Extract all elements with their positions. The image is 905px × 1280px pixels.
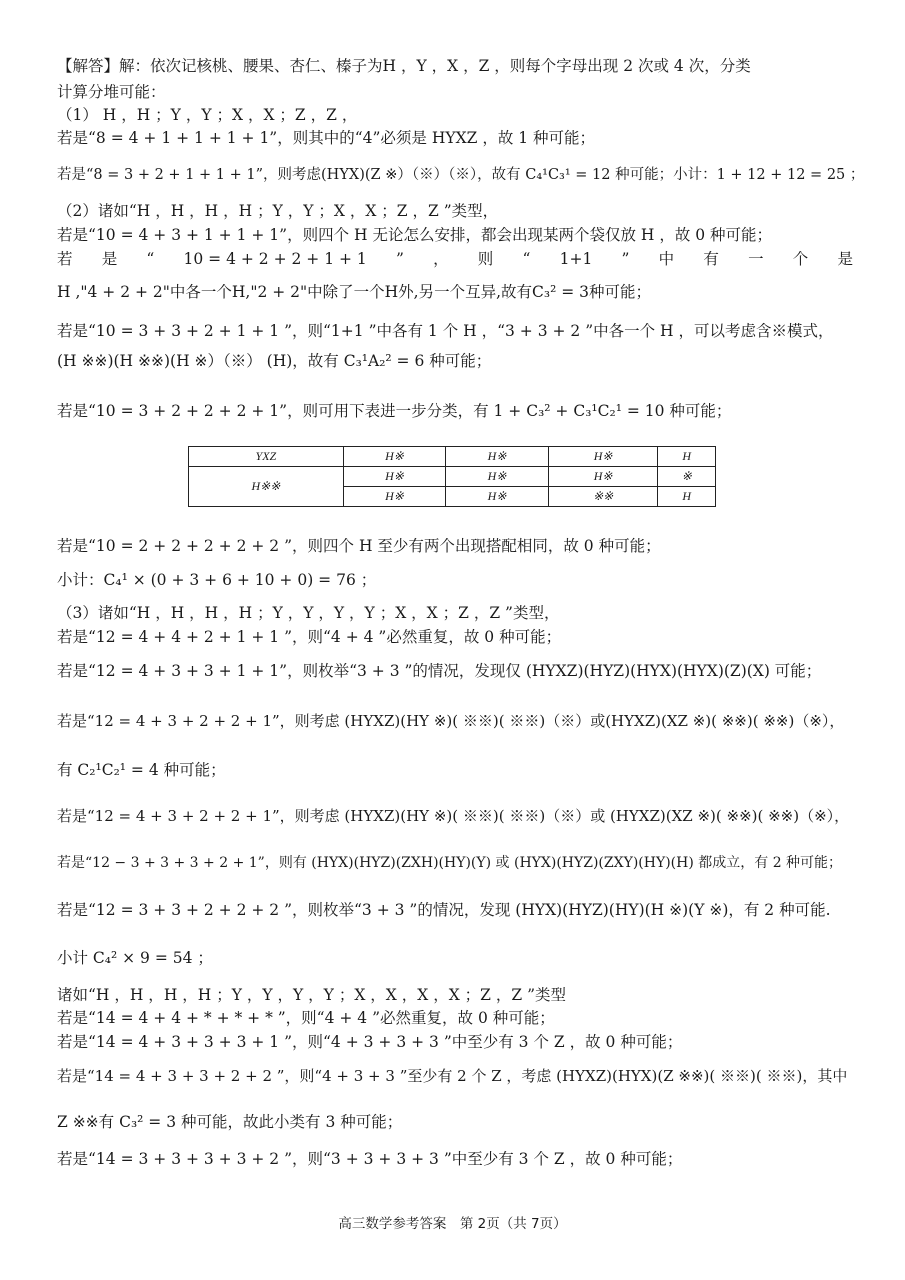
word: 是: [101, 250, 118, 268]
text-line: 若是“14 = 4 + 4 + * + * + * ”，则“4 + 4 ”必然重复，故 0 种可能；: [57, 1009, 555, 1027]
text-line: 若是“12 = 4 + 3 + 2 + 2 + 1”，则考虑 (HYXZ)(HY ※)( ※※)( ※※)（※）或 (HYXZ)(XZ ※)( ※※)( ※※)（※），: [57, 807, 850, 825]
table-cell: H: [658, 487, 716, 507]
word: 10 = 4 + 2 + 2 + 1 + 1: [183, 250, 367, 268]
text-line: (H ※※)(H ※※)(H ※）（※） (H)，故有 C₃¹A₂² = 6 种可能；: [57, 352, 492, 370]
text-line: 若是“12 = 4 + 3 + 2 + 2 + 1”，则考虑 (HYXZ)(HY ※)( ※※)( ※※)（※）或(HYXZ)(XZ ※)( ※※)( ※※)（※），: [57, 712, 845, 730]
word: 有: [703, 250, 719, 268]
table-row: [189, 447, 716, 467]
word: 中: [658, 250, 675, 268]
text-line: 若是“10 = 3 + 2 + 2 + 2 + 1”，则可用下表进一步分类，有 1 + C₃² + C₃¹C₂¹ = 10 种可能；: [57, 402, 732, 420]
table-row: [189, 467, 716, 487]
page-footer: 高三数学参考答案 第 2页（共 7页）: [338, 1216, 567, 1232]
word: ”: [621, 250, 630, 268]
table-cell: ※※: [548, 487, 658, 507]
word: ”: [395, 250, 404, 268]
table-cell: H※: [548, 447, 658, 467]
text-line: 若是“10 = 2 + 2 + 2 + 2 + 2 ”，则四个 H 至少有两个出现搭配相同，故 0 种可能；: [57, 537, 661, 555]
word: 则: [477, 250, 494, 268]
text-line: 若是“10 = 3 + 3 + 2 + 1 + 1 ”，则“1+1 ”中各有 1 个 H ，“3 + 3 + 2 ”中各一个 H ，可以考虑含※模式，: [57, 322, 834, 340]
text-line: （1） H ，H ；Y ，Y ；X ，X ；Z ，Z ，: [57, 106, 358, 124]
text-line: 诸如“H ，H ，H ，H ；Y ，Y ，Y ，Y ；X ，X ，X ，X ；Z ，Z ”类型: [57, 986, 567, 1004]
text-line: H ,"4 + 2 + 2"中各一个H,"2 + 2"中除了一个H外,另一个互异,故有C₃² = 3种可能；: [57, 283, 652, 301]
text-line: Z ※※有 C₃² = 3 种可能，故此小类有 3 种可能；: [57, 1113, 403, 1131]
text-line: 小计：C₄¹ × (0 + 3 + 6 + 10 + 0) = 76 ；: [57, 571, 377, 589]
table-cell: YXZ: [189, 447, 344, 467]
table-cell: H※: [446, 447, 549, 467]
text-line: 若是“14 = 4 + 3 + 3 + 2 + 2 ”，则“4 + 3 + 3 ”至少有 2 个 Z ，考虑 (HYXZ)(HYX)(Z ※※)( ※※)( ※※)，其中: [57, 1067, 848, 1085]
table-cell: H※: [446, 487, 549, 507]
text-line: 若是“12 − 3 + 3 + 3 + 2 + 1”，则有 (HYX)(HYZ)(ZXH)(HY)(Y) 或 (HYX)(HYZ)(ZXY)(HY)(H) 都成立，有 2 种可能；: [57, 855, 843, 871]
text-line: 若是“14 = 4 + 3 + 3 + 3 + 1 ”，则“4 + 3 + 3 + 3 ”中至少有 3 个 Z ，故 0 种可能；: [57, 1033, 683, 1051]
text-line: 有 C₂¹C₂¹ = 4 种可能；: [57, 761, 226, 779]
table-cell: ※: [658, 467, 716, 487]
text-line: 计算分堆可能：: [57, 83, 166, 101]
word: 个: [792, 250, 809, 268]
word: 一: [748, 250, 764, 268]
word: 1+1: [559, 250, 593, 268]
text-line: 【解答】解：依次记核桃、腰果、杏仁、榛子为H ，Y ，X ，Z ，则每个字母出现 2 次或 4 次，分类: [57, 57, 751, 75]
table-cell: H※: [446, 467, 549, 487]
table-cell: H※: [343, 487, 446, 507]
text-line: 若是“8 = 4 + 1 + 1 + 1 + 1”，则其中的“4”必须是 HYXZ ，故 1 种可能；: [57, 129, 596, 147]
table-cell: H※: [548, 467, 658, 487]
word: ，: [433, 250, 449, 268]
justified-line: [57, 249, 853, 269]
text-line: 若是“12 = 3 + 3 + 2 + 2 + 2 ”，则枚举“3 + 3 ”的情况，发现 (HYX)(HYZ)(HY)(H ※)(Y ※)，有 2 种可能.: [57, 901, 831, 919]
table-cell: H※※: [189, 467, 344, 507]
text-line: 若是“12 = 4 + 3 + 3 + 1 + 1”，则枚举“3 + 3 ”的情况，发现仅 (HYXZ)(HYZ)(HYX)(HYX)(Z)(X) 可能；: [57, 662, 822, 680]
word: “: [522, 250, 531, 268]
text-line: 若是“14 = 3 + 3 + 3 + 3 + 2 ”，则“3 + 3 + 3 + 3 ”中至少有 3 个 Z ，故 0 种可能；: [57, 1150, 683, 1168]
word: 是: [837, 250, 853, 268]
table-cell: H: [658, 447, 716, 467]
text-line: 若是“12 = 4 + 4 + 2 + 1 + 1 ”，则“4 + 4 ”必然重复，故 0 种可能；: [57, 628, 562, 646]
classification-table: [188, 446, 716, 507]
table-cell: H※: [343, 447, 446, 467]
text-line: 若是“10 = 4 + 3 + 1 + 1 + 1”，则四个 H 无论怎么安排，都会出现某两个袋仅放 H ，故 0 种可能；: [57, 226, 773, 244]
text-line: （2）诸如“H ，H ，H ，H ；Y ，Y ；X ，X ；Z ，Z ”类型，: [57, 202, 499, 220]
word: “: [146, 250, 155, 268]
text-line: （3）诸如“H ，H ，H ，H ；Y ，Y ，Y ，Y ；X ，X ；Z ，Z ”类型，: [57, 604, 560, 622]
word: 若: [57, 250, 73, 268]
text-line: 若是“8 = 3 + 2 + 1 + 1 + 1”，则考虑(HYX)(Z ※）（※）（※），故有 C₄¹C₃¹ = 12 种可能；小计：1 + 12 + 12 = 25 ；: [57, 167, 865, 183]
text-line: 小计 C₄² × 9 = 54 ；: [57, 949, 213, 967]
table-cell: H※: [343, 467, 446, 487]
